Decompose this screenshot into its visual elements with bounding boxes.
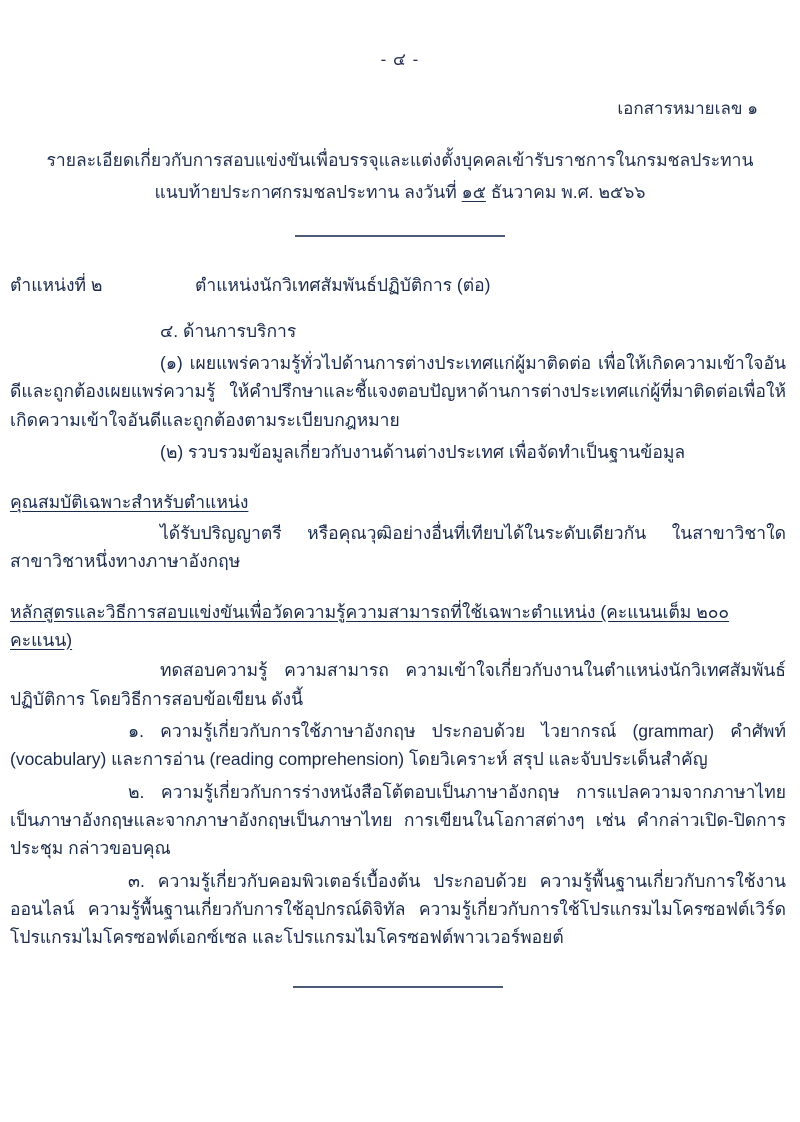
page-number: - ๔ - (380, 50, 420, 69)
document-page (0, 46, 800, 1122)
title-line-2-after: ธันวาคม พ.ศ. ๒๕๖๖ (485, 182, 646, 203)
exam-item-3: ๓. ความรู้เกี่ยวกับคอมพิวเตอร์เบื้องต้น ประกอบด้วย ความรู้พื้นฐานเกี่ยวกับการใช้งานออนไลน์ ความรู้พื้นฐานเกี่ยวกับการใช้อุปกรณ์ดิจิทัล ความรู้เกี่ยวกับการใช้โปรแกรมไมโครซอฟต์เวิร์ด โปรแกรมไมโครซอฟต์เอกซ์เซล และโปรแกรมไมโครซอฟต์พาวเวอร์พอยต์ (10, 870, 786, 948)
position-label: ตำแหน่งที่ ๒ (10, 274, 103, 295)
exam-item-1: ๑. ความรู้เกี่ยวกับการใช้ภาษาอังกฤษ ประกอบด้วย ไวยากรณ์ (grammar) คำศัพท์ (vocabulary) และการอ่าน (reading comprehension) โดยวิเคราะห์ สรุป และจับประเด็นสำคัญ (10, 720, 786, 770)
document-title-block (0, 144, 800, 209)
section-qualification (10, 470, 786, 575)
divider-bottom (293, 986, 503, 988)
exam-heading: หลักสูตรและวิธีการสอบแข่งขันเพื่อวัดความรู้ความสามารถที่ใช้เฉพาะตำแหน่ง (คะแนนเต็ม ๒๐๐ คะแนน) (10, 601, 730, 650)
document-body (0, 271, 800, 988)
qualification-text: ได้รับปริญญาตรี หรือคุณวุฒิอย่างอื่นที่เทียบได้ในระดับเดียวกัน ในสาขาวิชาใดสาขาวิชาหนึ่งทางภาษาอังกฤษ (10, 522, 786, 572)
service-item-1: (๑) เผยแพร่ความรู้ทั่วไปด้านการต่างประเทศแก่ผู้มาติดต่อ เพื่อให้เกิดความเข้าใจอันดีและถูกต้องเผยแพร่ความรู้ ให้คำปรึกษาและชี้แจงตอบปัญหาด้านการต่างประเทศแก่ผู้ที่มาติดต่อเพื่อให้เกิดความเข้าใจอันดีและถูกต้องตามระเบียบกฎหมาย (10, 353, 786, 430)
divider-top (295, 235, 505, 237)
service-heading: ๔. ด้านการบริการ (160, 320, 297, 341)
position-row (10, 271, 786, 299)
section-exam (10, 580, 786, 952)
service-item-2: (๒) รวบรวมข้อมูลเกี่ยวกับงานด้านต่างประเทศ เพื่อจัดทำเป็นฐานข้อมูล (160, 442, 686, 463)
exam-item-2: ๒. ความรู้เกี่ยวกับการร่างหนังสือโต้ตอบเป็นภาษาอังกฤษ การแปลความจากภาษาไทยเป็นภาษาอังกฤษและจากภาษาอังกฤษเป็นภาษาไทย การเขียนในโอกาสต่างๆ เช่น คำกล่าวเปิด-ปิดการประชุม กล่าวขอบคุณ (10, 781, 786, 859)
document-reference: เอกสารหมายเลข ๑ (617, 99, 758, 118)
exam-intro: ทดสอบความรู้ ความสามารถ ความเข้าใจเกี่ยวกับงานในตำแหน่งนักวิเทศสัมพันธ์ปฏิบัติการ โดยวิธีการสอบข้อเขียน ดังนี้ (10, 660, 786, 709)
qualification-heading: คุณสมบัติเฉพาะสำหรับตำแหน่ง (10, 492, 249, 513)
title-line-1: รายละเอียดเกี่ยวกับการสอบแข่งขันเพื่อบรรจุและแต่งตั้งบุคคลเข้ารับราชการในกรมชลประทาน (46, 150, 754, 170)
title-line-2 (0, 176, 800, 208)
section-service (10, 317, 786, 467)
position-value: ตำแหน่งนักวิเทศสัมพันธ์ปฏิบัติการ (ต่อ) (195, 274, 491, 295)
title-line-2-before: แนบท้ายประกาศกรมชลประทาน ลงวันที่ (154, 182, 462, 203)
announcement-date: ๑๕ (461, 182, 486, 203)
